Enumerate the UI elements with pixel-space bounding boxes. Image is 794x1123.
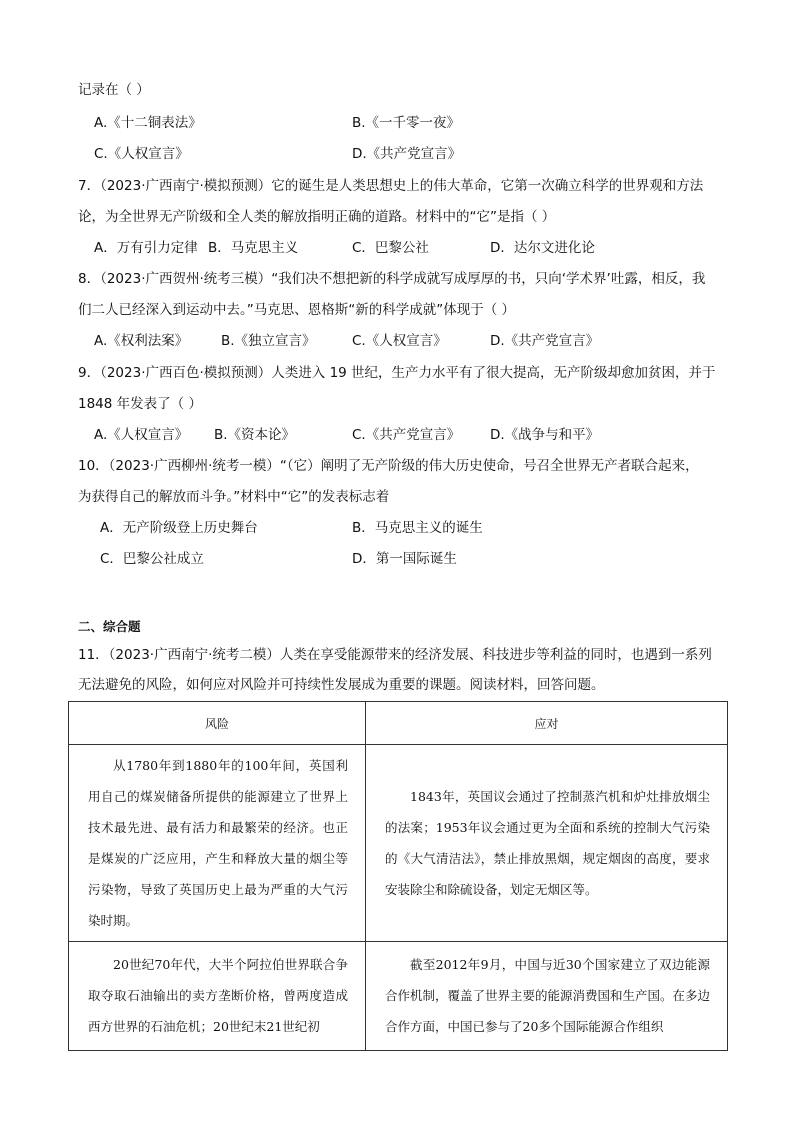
q6-option-a[interactable]: A.《十二铜表法》	[94, 115, 202, 131]
q7-stem-line-2: 论，为全世界无产阶级和全人类的解放指明正确的道路。材料中的“它”是指（ ）	[78, 209, 556, 225]
q10-option-c[interactable]: C．巴黎公社成立	[100, 551, 204, 567]
q10-option-b[interactable]: B．马克思主义的诞生	[352, 520, 483, 536]
q8-stem-line-1: 8．（2023·广西贺州·统考三模）“我们决不想把新的科学成就写成厚厚的书，只向‘学术界’吐露，相反，我	[78, 271, 706, 287]
q10-stem-line-2: 为获得自己的解放而斗争。”材料中“它”的发表标志着	[78, 489, 390, 505]
q8-option-a[interactable]: A.《权利法案》	[94, 333, 189, 349]
q7-option-d[interactable]: D．达尔文进化论	[490, 240, 595, 256]
material-table	[68, 701, 728, 1051]
risk-cell	[69, 942, 366, 1051]
q11-stem-line-1: 11．（2023·广西南宁·统考二模）人类在享受能源带来的经济发展、科技进步等利益的同时，也遇到一系列	[78, 647, 712, 663]
q11-stem-line-2: 无法避免的风险，如何应对风险并可持续性发展成为重要的课题。阅读材料，回答问题。	[78, 677, 605, 693]
q6-option-c[interactable]: C.《人权宣言》	[94, 146, 189, 162]
q9-option-c[interactable]: C.《共产党宣言》	[352, 427, 461, 443]
header-risk: 风险	[69, 702, 366, 745]
q8-stem-line-2: 们二人已经深入到运动中去。”马克思、恩格斯“新的科学成就”体现于（ ）	[78, 302, 516, 318]
response-text: 截至2012年9月，中国与近30个国家建立了双边能源合作机制，覆盖了世界主要的能源消费国和生产国。在多边合作方面，中国已参与了20多个国际能源合作组织	[385, 957, 711, 1034]
q6-option-d[interactable]: D.《共产党宣言》	[352, 146, 462, 162]
q8-option-b[interactable]: B.《独立宣言》	[221, 333, 316, 349]
response-text: 1843年，英国议会通过了控制蒸汽机和炉灶排放烟尘的法案；1953年议会通过更为全面和系统的控制大气污染的《大气清洁法》，禁止排放黑烟，规定烟囱的高度，要求安装除尘和除硫设备，划定无烟区等。	[385, 789, 710, 897]
q7-option-a[interactable]: A．万有引力定律	[94, 240, 198, 256]
q8-option-d[interactable]: D.《共产党宣言》	[490, 333, 600, 349]
q8-option-c[interactable]: C.《人权宣言》	[352, 333, 447, 349]
header-response: 应对	[366, 702, 728, 745]
response-cell	[366, 942, 728, 1051]
q6-option-b[interactable]: B.《一千零一夜》	[352, 115, 461, 131]
risk-cell	[69, 745, 366, 942]
risk-text: 20世纪70年代，大半个阿拉伯世界联合争取夺取石油输出的卖方垄断价格，曾两度造成西方世界的石油危机；20世纪末21世纪初	[88, 957, 348, 1034]
q9-stem-line-2: 1848 年发表了（ ）	[78, 396, 202, 412]
risk-text: 从1780年到1880年的100年间，英国利用自己的煤炭储备所提供的能源建立了世界上技术最先进、最有活力和最繁荣的经济。也正是煤炭的广泛应用，产生和释放大量的烟尘等污染物，导致了英国历史上最为严重的大气污染时期。	[88, 758, 348, 928]
q9-option-a[interactable]: A.《人权宣言》	[94, 427, 189, 443]
q10-stem-line-1: 10．（2023·广西柳州·统考一模）“（它）阐明了无产阶级的伟大历史使命，号召全世界无产者联合起来，	[78, 458, 699, 474]
table-header-row	[69, 702, 728, 745]
q10-option-d[interactable]: D．第一国际诞生	[352, 551, 457, 567]
q7-option-b[interactable]: B．马克思主义	[208, 240, 299, 256]
q9-option-d[interactable]: D.《战争与和平》	[490, 427, 600, 443]
q6-stem: 记录在（ ）	[78, 82, 150, 98]
table-row	[69, 942, 728, 1051]
response-cell	[366, 745, 728, 942]
section-heading: 二、综合题	[78, 619, 141, 634]
q9-stem-line-1: 9．（2023·广西百色·模拟预测）人类进入 19 世纪，生产力水平有了很大提高，无产阶级却愈加贫困，并于	[78, 365, 716, 381]
q10-option-a[interactable]: A．无产阶级登上历史舞台	[100, 520, 258, 536]
q7-stem-line-1: 7．（2023·广西南宁·模拟预测）它的诞生是人类思想史上的伟大革命，它第一次确立科学的世界观和方法	[78, 178, 704, 194]
table-row	[69, 745, 728, 942]
q9-option-b[interactable]: B.《资本论》	[214, 427, 296, 443]
q7-option-c[interactable]: C．巴黎公社	[352, 240, 429, 256]
